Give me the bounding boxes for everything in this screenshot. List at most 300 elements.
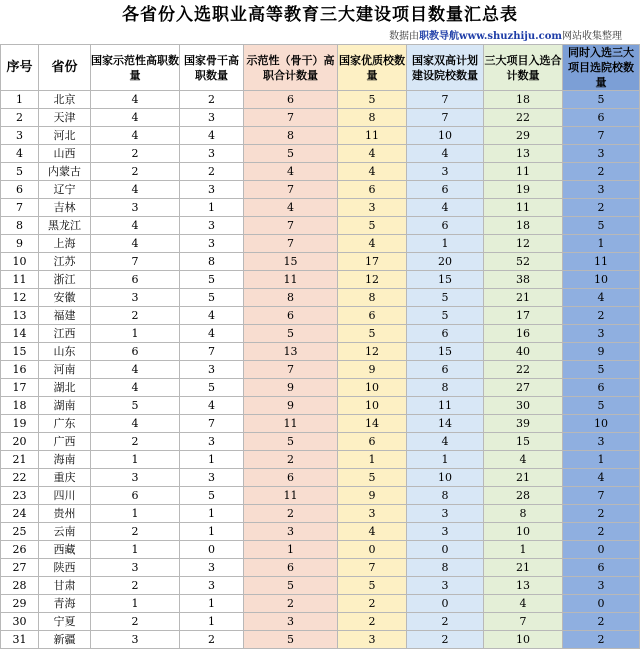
cell-backbone: 3: [180, 181, 244, 199]
cell-seq: 13: [1, 307, 39, 325]
cell-seq: 16: [1, 361, 39, 379]
cell-seq: 18: [1, 397, 39, 415]
cell-quality: 6: [338, 433, 407, 451]
cell-demo: 1: [91, 325, 180, 343]
cell-province: 安徽: [39, 289, 91, 307]
cell-seq: 31: [1, 631, 39, 649]
cell-three-total: 22: [484, 361, 563, 379]
table-row: [1, 253, 640, 271]
cell-province: 宁夏: [39, 613, 91, 631]
cell-seq: 10: [1, 253, 39, 271]
cell-all-three: 10: [563, 271, 640, 289]
cell-demo: 4: [91, 127, 180, 145]
cell-double-high: 8: [407, 379, 484, 397]
cell-province: 河南: [39, 361, 91, 379]
cell-three-total: 21: [484, 289, 563, 307]
cell-demo: 1: [91, 541, 180, 559]
cell-seq: 28: [1, 577, 39, 595]
cell-three-total: 38: [484, 271, 563, 289]
cell-backbone: 5: [180, 487, 244, 505]
cell-demo: 3: [91, 199, 180, 217]
cell-seq: 1: [1, 91, 39, 109]
cell-demo: 4: [91, 91, 180, 109]
cell-seq: 22: [1, 469, 39, 487]
cell-double-high: 0: [407, 595, 484, 613]
cell-quality: 5: [338, 325, 407, 343]
cell-demo-backbone-total: 5: [244, 433, 338, 451]
cell-backbone: 2: [180, 91, 244, 109]
cell-backbone: 3: [180, 145, 244, 163]
cell-province: 辽宁: [39, 181, 91, 199]
cell-seq: 25: [1, 523, 39, 541]
cell-double-high: 7: [407, 109, 484, 127]
cell-double-high: 15: [407, 343, 484, 361]
cell-demo-backbone-total: 11: [244, 487, 338, 505]
header-backbone: 国家骨干高职数量: [180, 45, 244, 91]
cell-quality: 5: [338, 91, 407, 109]
cell-quality: 6: [338, 307, 407, 325]
cell-seq: 26: [1, 541, 39, 559]
cell-all-three: 6: [563, 559, 640, 577]
table-row: [1, 541, 640, 559]
cell-double-high: 15: [407, 271, 484, 289]
cell-double-high: 8: [407, 559, 484, 577]
cell-demo-backbone-total: 6: [244, 559, 338, 577]
cell-demo-backbone-total: 5: [244, 145, 338, 163]
cell-three-total: 11: [484, 163, 563, 181]
cell-double-high: 4: [407, 199, 484, 217]
cell-all-three: 7: [563, 487, 640, 505]
cell-double-high: 6: [407, 181, 484, 199]
cell-all-three: 5: [563, 91, 640, 109]
cell-backbone: 2: [180, 631, 244, 649]
cell-province: 福建: [39, 307, 91, 325]
cell-all-three: 4: [563, 289, 640, 307]
cell-province: 青海: [39, 595, 91, 613]
cell-double-high: 3: [407, 523, 484, 541]
cell-demo: 3: [91, 631, 180, 649]
cell-backbone: 3: [180, 109, 244, 127]
cell-all-three: 0: [563, 595, 640, 613]
cell-quality: 9: [338, 361, 407, 379]
cell-demo-backbone-total: 4: [244, 163, 338, 181]
cell-all-three: 4: [563, 469, 640, 487]
cell-backbone: 3: [180, 235, 244, 253]
cell-demo-backbone-total: 13: [244, 343, 338, 361]
cell-quality: 11: [338, 127, 407, 145]
cell-seq: 20: [1, 433, 39, 451]
cell-demo-backbone-total: 6: [244, 469, 338, 487]
cell-demo: 2: [91, 145, 180, 163]
table-row: [1, 397, 640, 415]
cell-backbone: 3: [180, 433, 244, 451]
cell-backbone: 5: [180, 271, 244, 289]
cell-three-total: 52: [484, 253, 563, 271]
table-row: [1, 289, 640, 307]
cell-all-three: 5: [563, 397, 640, 415]
cell-province: 重庆: [39, 469, 91, 487]
cell-seq: 8: [1, 217, 39, 235]
cell-province: 陕西: [39, 559, 91, 577]
cell-three-total: 4: [484, 595, 563, 613]
cell-all-three: 3: [563, 145, 640, 163]
cell-quality: 10: [338, 379, 407, 397]
cell-backbone: 3: [180, 469, 244, 487]
source-note-prefix: 数据由: [389, 31, 420, 42]
cell-demo: 2: [91, 163, 180, 181]
cell-demo-backbone-total: 2: [244, 595, 338, 613]
table-row: [1, 325, 640, 343]
cell-double-high: 2: [407, 631, 484, 649]
cell-backbone: 2: [180, 163, 244, 181]
cell-quality: 10: [338, 397, 407, 415]
cell-demo-backbone-total: 6: [244, 307, 338, 325]
cell-seq: 21: [1, 451, 39, 469]
cell-double-high: 5: [407, 307, 484, 325]
cell-province: 云南: [39, 523, 91, 541]
table-row: [1, 343, 640, 361]
cell-quality: 8: [338, 289, 407, 307]
cell-double-high: 4: [407, 433, 484, 451]
cell-province: 甘肃: [39, 577, 91, 595]
cell-double-high: 3: [407, 505, 484, 523]
cell-seq: 23: [1, 487, 39, 505]
cell-quality: 9: [338, 487, 407, 505]
cell-seq: 29: [1, 595, 39, 613]
cell-quality: 5: [338, 469, 407, 487]
cell-backbone: 7: [180, 415, 244, 433]
cell-three-total: 7: [484, 613, 563, 631]
table-row: [1, 433, 640, 451]
table-row: [1, 559, 640, 577]
cell-province: 广西: [39, 433, 91, 451]
cell-seq: 12: [1, 289, 39, 307]
cell-quality: 6: [338, 181, 407, 199]
cell-quality: 8: [338, 109, 407, 127]
cell-double-high: 20: [407, 253, 484, 271]
cell-seq: 6: [1, 181, 39, 199]
cell-demo-backbone-total: 7: [244, 361, 338, 379]
summary-table: [0, 44, 640, 649]
cell-demo-backbone-total: 2: [244, 451, 338, 469]
cell-quality: 7: [338, 559, 407, 577]
cell-three-total: 40: [484, 343, 563, 361]
page-title: 各省份入选职业高等教育三大建设项目数量汇总表: [122, 5, 518, 25]
cell-province: 四川: [39, 487, 91, 505]
cell-demo: 2: [91, 577, 180, 595]
table-row: [1, 379, 640, 397]
cell-backbone: 1: [180, 523, 244, 541]
header-quality: 国家优质校数量: [338, 45, 407, 91]
cell-seq: 27: [1, 559, 39, 577]
cell-backbone: 4: [180, 307, 244, 325]
cell-backbone: 1: [180, 199, 244, 217]
cell-three-total: 18: [484, 217, 563, 235]
cell-all-three: 2: [563, 523, 640, 541]
table-row: [1, 487, 640, 505]
cell-three-total: 12: [484, 235, 563, 253]
cell-quality: 4: [338, 523, 407, 541]
table-row: [1, 595, 640, 613]
cell-seq: 4: [1, 145, 39, 163]
cell-province: 天津: [39, 109, 91, 127]
cell-demo: 2: [91, 523, 180, 541]
cell-demo-backbone-total: 3: [244, 613, 338, 631]
cell-three-total: 15: [484, 433, 563, 451]
cell-province: 新疆: [39, 631, 91, 649]
cell-backbone: 1: [180, 613, 244, 631]
cell-seq: 14: [1, 325, 39, 343]
table-row: [1, 91, 640, 109]
cell-double-high: 7: [407, 91, 484, 109]
cell-demo-backbone-total: 8: [244, 289, 338, 307]
cell-quality: 4: [338, 235, 407, 253]
cell-three-total: 21: [484, 559, 563, 577]
cell-three-total: 19: [484, 181, 563, 199]
cell-quality: 17: [338, 253, 407, 271]
table-row: [1, 577, 640, 595]
header-double-high: 国家双高计划建设院校数量: [407, 45, 484, 91]
cell-double-high: 3: [407, 577, 484, 595]
cell-seq: 19: [1, 415, 39, 433]
cell-double-high: 10: [407, 127, 484, 145]
cell-demo: 6: [91, 271, 180, 289]
cell-demo: 1: [91, 595, 180, 613]
cell-seq: 24: [1, 505, 39, 523]
cell-province: 广东: [39, 415, 91, 433]
cell-all-three: 1: [563, 235, 640, 253]
cell-province: 江西: [39, 325, 91, 343]
cell-demo-backbone-total: 9: [244, 397, 338, 415]
cell-three-total: 22: [484, 109, 563, 127]
cell-quality: 3: [338, 505, 407, 523]
cell-quality: 12: [338, 271, 407, 289]
cell-double-high: 5: [407, 289, 484, 307]
header-demo: 国家示范性高职数量: [91, 45, 180, 91]
header-row: [1, 45, 640, 91]
cell-double-high: 14: [407, 415, 484, 433]
cell-backbone: 5: [180, 379, 244, 397]
header-seq: 序号: [1, 45, 39, 91]
table-row: [1, 217, 640, 235]
cell-demo: 7: [91, 253, 180, 271]
cell-province: 山西: [39, 145, 91, 163]
cell-all-three: 2: [563, 199, 640, 217]
source-site-name: 职教导航www.shuzhiju.com: [419, 31, 562, 42]
cell-all-three: 3: [563, 325, 640, 343]
cell-three-total: 10: [484, 631, 563, 649]
cell-three-total: 13: [484, 577, 563, 595]
cell-three-total: 39: [484, 415, 563, 433]
cell-backbone: 3: [180, 559, 244, 577]
cell-demo: 6: [91, 487, 180, 505]
cell-province: 浙江: [39, 271, 91, 289]
table-row: [1, 505, 640, 523]
cell-demo: 4: [91, 361, 180, 379]
cell-all-three: 2: [563, 505, 640, 523]
cell-demo: 2: [91, 433, 180, 451]
cell-double-high: 4: [407, 145, 484, 163]
cell-all-three: 6: [563, 379, 640, 397]
table-row: [1, 613, 640, 631]
cell-quality: 4: [338, 145, 407, 163]
cell-seq: 5: [1, 163, 39, 181]
table-row: [1, 163, 640, 181]
cell-all-three: 1: [563, 451, 640, 469]
cell-demo-backbone-total: 7: [244, 217, 338, 235]
cell-quality: 12: [338, 343, 407, 361]
cell-double-high: 0: [407, 541, 484, 559]
cell-demo: 5: [91, 397, 180, 415]
cell-demo: 1: [91, 451, 180, 469]
cell-three-total: 17: [484, 307, 563, 325]
cell-all-three: 3: [563, 433, 640, 451]
table-row: [1, 361, 640, 379]
cell-all-three: 9: [563, 343, 640, 361]
cell-province: 吉林: [39, 199, 91, 217]
cell-backbone: 1: [180, 595, 244, 613]
cell-demo: 4: [91, 109, 180, 127]
cell-seq: 30: [1, 613, 39, 631]
cell-double-high: 3: [407, 163, 484, 181]
cell-three-total: 18: [484, 91, 563, 109]
cell-three-total: 10: [484, 523, 563, 541]
cell-quality: 2: [338, 613, 407, 631]
table-row: [1, 523, 640, 541]
cell-province: 湖北: [39, 379, 91, 397]
cell-province: 海南: [39, 451, 91, 469]
cell-province: 江苏: [39, 253, 91, 271]
cell-double-high: 1: [407, 451, 484, 469]
cell-demo-backbone-total: 7: [244, 181, 338, 199]
cell-quality: 5: [338, 577, 407, 595]
table-row: [1, 109, 640, 127]
cell-quality: 4: [338, 163, 407, 181]
cell-demo-backbone-total: 7: [244, 235, 338, 253]
cell-province: 湖南: [39, 397, 91, 415]
cell-demo-backbone-total: 1: [244, 541, 338, 559]
cell-double-high: 6: [407, 361, 484, 379]
cell-all-three: 2: [563, 613, 640, 631]
cell-demo: 1: [91, 505, 180, 523]
cell-three-total: 13: [484, 145, 563, 163]
cell-demo: 2: [91, 307, 180, 325]
cell-all-three: 10: [563, 415, 640, 433]
cell-all-three: 0: [563, 541, 640, 559]
cell-all-three: 11: [563, 253, 640, 271]
cell-backbone: 1: [180, 505, 244, 523]
cell-demo-backbone-total: 8: [244, 127, 338, 145]
cell-seq: 15: [1, 343, 39, 361]
cell-province: 贵州: [39, 505, 91, 523]
cell-demo: 3: [91, 289, 180, 307]
cell-demo: 4: [91, 235, 180, 253]
cell-all-three: 5: [563, 361, 640, 379]
cell-seq: 3: [1, 127, 39, 145]
cell-province: 内蒙古: [39, 163, 91, 181]
cell-three-total: 28: [484, 487, 563, 505]
cell-demo-backbone-total: 6: [244, 91, 338, 109]
cell-backbone: 3: [180, 361, 244, 379]
cell-all-three: 6: [563, 109, 640, 127]
cell-all-three: 2: [563, 631, 640, 649]
cell-quality: 3: [338, 199, 407, 217]
header-three-total: 三大项目入选合计数量: [484, 45, 563, 91]
cell-backbone: 4: [180, 397, 244, 415]
cell-double-high: 8: [407, 487, 484, 505]
cell-double-high: 11: [407, 397, 484, 415]
cell-demo: 6: [91, 343, 180, 361]
cell-quality: 5: [338, 217, 407, 235]
cell-all-three: 2: [563, 163, 640, 181]
table-row: [1, 415, 640, 433]
table-row: [1, 469, 640, 487]
cell-quality: 1: [338, 451, 407, 469]
cell-all-three: 7: [563, 127, 640, 145]
cell-three-total: 16: [484, 325, 563, 343]
source-note-suffix: 网站收集整理: [562, 31, 622, 42]
cell-demo-backbone-total: 11: [244, 415, 338, 433]
table-row: [1, 307, 640, 325]
cell-three-total: 29: [484, 127, 563, 145]
table-row: [1, 631, 640, 649]
cell-province: 上海: [39, 235, 91, 253]
table-row: [1, 451, 640, 469]
cell-three-total: 27: [484, 379, 563, 397]
cell-seq: 9: [1, 235, 39, 253]
cell-backbone: 5: [180, 289, 244, 307]
cell-demo: 2: [91, 613, 180, 631]
cell-demo: 4: [91, 217, 180, 235]
header-demo-backbone-total: 示范性（骨干）高职合计数量: [244, 45, 338, 91]
cell-demo-backbone-total: 5: [244, 325, 338, 343]
cell-double-high: 10: [407, 469, 484, 487]
cell-province: 黑龙江: [39, 217, 91, 235]
cell-quality: 0: [338, 541, 407, 559]
table-row: [1, 145, 640, 163]
cell-double-high: 6: [407, 325, 484, 343]
cell-demo: 4: [91, 181, 180, 199]
cell-demo: 3: [91, 469, 180, 487]
cell-seq: 2: [1, 109, 39, 127]
cell-demo-backbone-total: 2: [244, 505, 338, 523]
cell-backbone: 0: [180, 541, 244, 559]
table-row: [1, 127, 640, 145]
cell-three-total: 11: [484, 199, 563, 217]
cell-three-total: 21: [484, 469, 563, 487]
cell-province: 河北: [39, 127, 91, 145]
cell-double-high: 2: [407, 613, 484, 631]
cell-three-total: 30: [484, 397, 563, 415]
cell-three-total: 8: [484, 505, 563, 523]
cell-three-total: 4: [484, 451, 563, 469]
cell-demo-backbone-total: 5: [244, 577, 338, 595]
cell-three-total: 1: [484, 541, 563, 559]
cell-demo-backbone-total: 9: [244, 379, 338, 397]
cell-backbone: 3: [180, 217, 244, 235]
cell-all-three: 3: [563, 181, 640, 199]
cell-demo-backbone-total: 5: [244, 631, 338, 649]
cell-all-three: 3: [563, 577, 640, 595]
cell-backbone: 4: [180, 325, 244, 343]
cell-demo: 4: [91, 415, 180, 433]
cell-quality: 14: [338, 415, 407, 433]
header-all-three: 同时入选三大项目选院校数量: [563, 45, 640, 91]
table-row: [1, 271, 640, 289]
cell-demo-backbone-total: 3: [244, 523, 338, 541]
cell-demo: 4: [91, 379, 180, 397]
table-row: [1, 235, 640, 253]
